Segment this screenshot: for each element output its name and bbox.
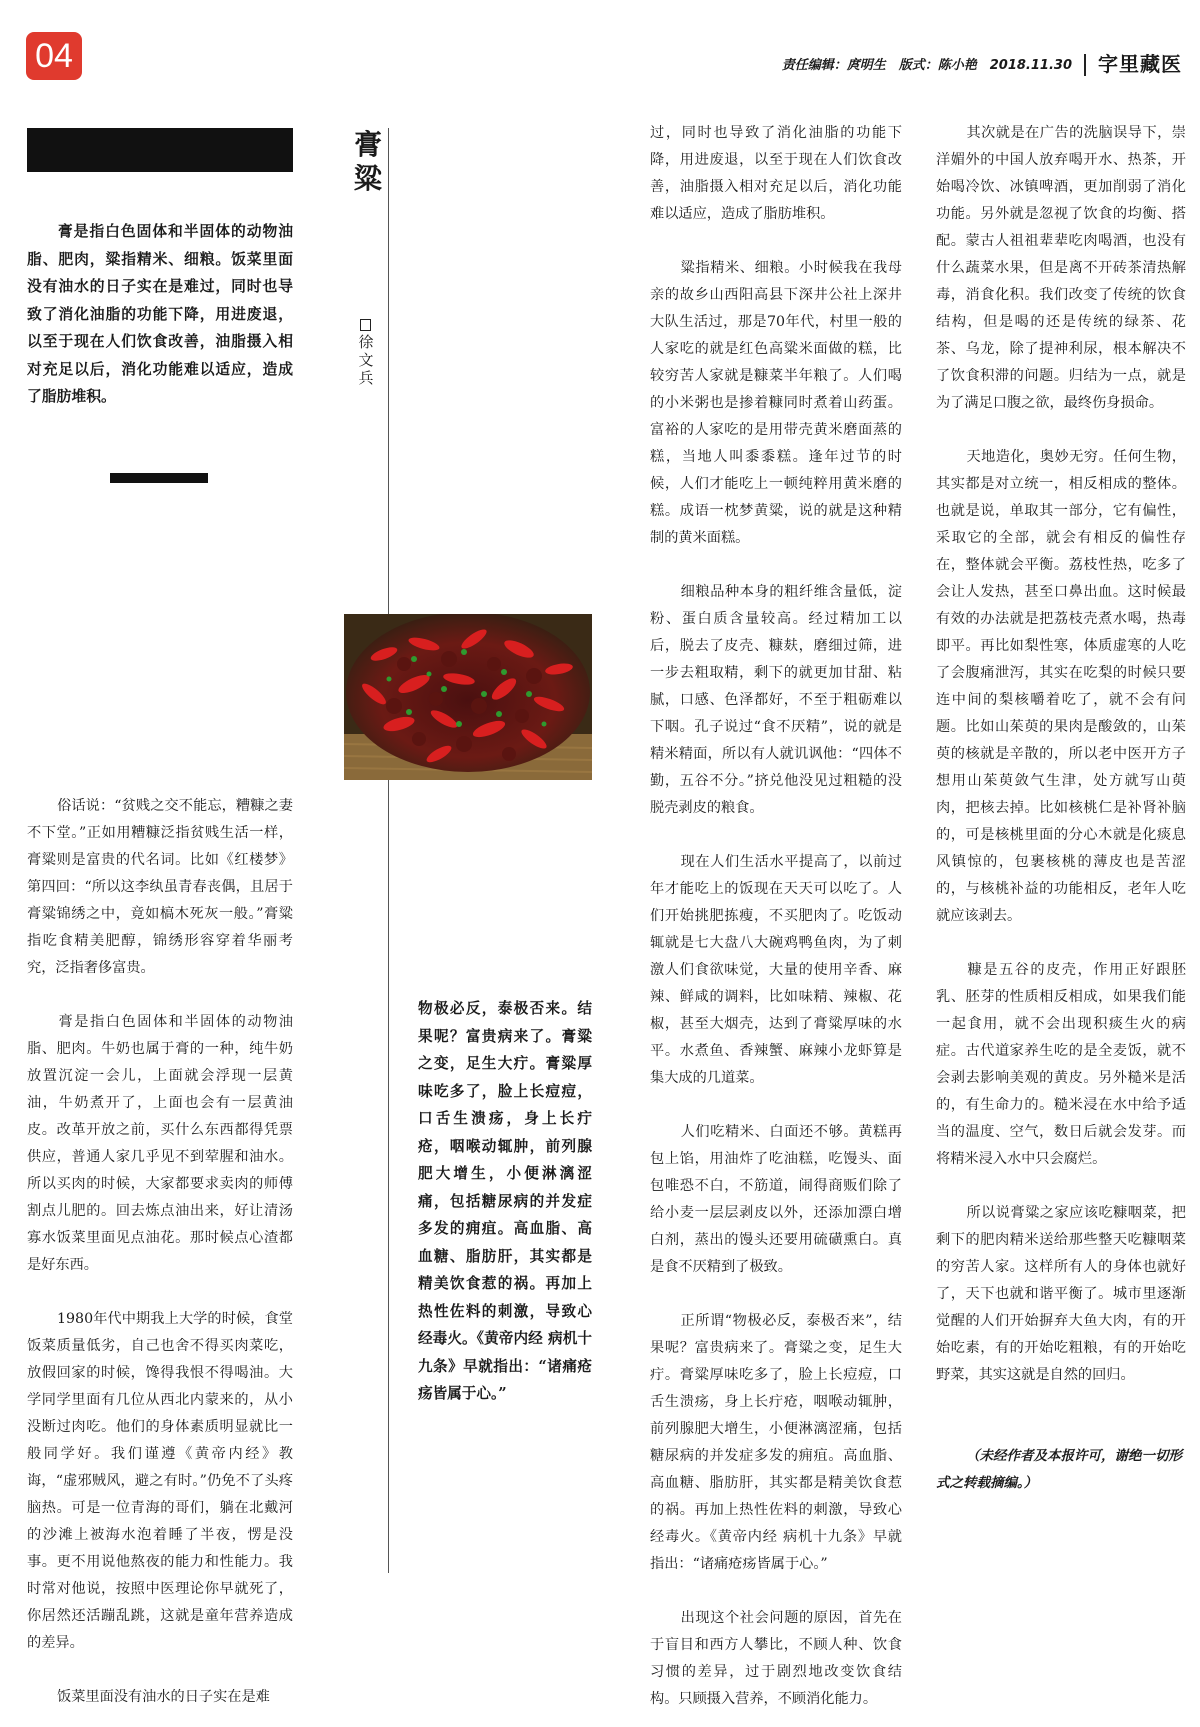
paragraph	[27, 1306, 293, 1657]
body-column-2	[650, 120, 902, 1713]
headline-bar	[27, 128, 293, 172]
masthead	[782, 46, 1182, 76]
paragraph	[27, 793, 293, 982]
pull-quote: 物极必反，泰极否来。结果呢？富贵病来了。膏粱之变，足生大疔。膏粱厚味吃多了，脸上长痘痘，口舌生溃疡，身上长疔疮，咽喉动辄肿，前列腺肥大增生，小便淋漓涩痛，包括糖尿病的并发症多发的痈疽。高血脂、高血糖、脂肪肝，其实都是精美饮食惹的祸。再加上热性佐料的刺激，导致心经毒火。《黄帝内经 病机十九条》早就指出：“诸痛疮疡皆属于心。”	[418, 1000, 592, 1402]
editor-credits: 责任编辑：庹明生 版式：陈小艳 2018.11.30	[781, 58, 1072, 73]
paragraph-text: 出现这个社会问题的原因，首先在于盲目和西方人攀比，不顾人种、饮食习惯的差异，过于剧烈地改变饮食结构。只顾摄入营养，不顾消化能力。	[650, 1610, 902, 1707]
article-title: 膏粱	[353, 128, 382, 195]
paragraph-text: 1980年代中期我上大学的时候，食堂饭菜质量低劣，自己也舍不得买肉菜吃，放假回家的时候，馋得我恨不得喝油。大学同学里面有几位从西北内蒙来的，从小没断过肉吃。他们的身体素质明显就比一般同学好。我们谨遵《黄帝内经》教诲，“虚邪贼风，避之有时。”仍免不了头疼脑热。可是一位青海的哥们，躺在北戴河的沙滩上被海水泡着睡了半夜，愣是没事。更不用说他熬夜的能力和性能力。我时常对他说，按照中医理论你早就死了，你居然还活蹦乱跳，这就是童年营养造成的差异。	[27, 1311, 293, 1651]
paragraph	[650, 1605, 902, 1713]
note-text: （未经作者及本报许可，谢绝一切形式之转载摘编。）	[936, 1448, 1182, 1491]
paragraph-text: 人们吃精米、白面还不够。黄糕再包上馅，用油炸了吃油糕，吃馒头、面包唯恐不白，不筋道，闹得商贩们除了给小麦一层层剥皮以外，还添加漂白增白剂，蒸出的馒头还要用硫磺熏白。真是食不厌精到了极致。	[650, 1124, 902, 1275]
article-author: 徐文兵	[358, 333, 374, 387]
paragraph-text: 其次就是在广告的洗脑误导下，崇洋媚外的中国人放弃喝开水、热茶，开始喝冷饮、冰镇啤酒，更加削弱了消化功能。另外就是忽视了饮食的均衡、搭配。蒙古人祖祖辈辈吃肉喝酒，也没有什么蔬菜水果，但是离不开砖茶清热解毒，消食化积。我们改变了传统的饮食结构，但是喝的还是传统的绿茶、花茶、乌龙，除了提神利尿，根本解决不了饮食积滞的问题。归结为一点，就是为了满足口腹之欲，最终伤身损命。	[936, 125, 1186, 411]
intro-text: 膏是指白色固体和半固体的动物油脂、肥肉，粱指精米、细粮。饭菜里面没有油水的日子实在是难过，同时也导致了消化油脂的功能下降，用进废退，以至于现在人们饮食改善，油脂摄入相对充足以后，消化功能难以适应，造成了脂肪堆积。	[27, 223, 293, 405]
paragraph-text: 现在人们生活水平提高了，以前过年才能吃上的饭现在天天可以吃了。人们开始挑肥拣瘦，不买肥肉了。吃饭动辄就是七大盘八大碗鸡鸭鱼肉，为了刺激人们食欲味觉，大量的使用辛香、麻辣、鲜咸的调料，比如味精、辣椒、花椒，甚至大烟壳，达到了膏粱厚味的水平。水煮鱼、香辣蟹、麻辣小龙虾算是集大成的几道菜。	[650, 854, 902, 1086]
paragraph-text: 正所谓“物极必反，泰极否来”，结果呢？富贵病来了。膏粱之变，足生大疔。膏粱厚味吃多了，脸上长痘痘，口舌生溃疡，身上长疔疮，咽喉动辄肿，前列腺肥大增生，小便淋漓涩痛，包括糖尿病的并发症多发的痈疽。高血脂、高血糖、脂肪肝，其实都是精美饮食惹的祸。再加上热性佐料的刺激，导致心经毒火。《黄帝内经 病机十九条》早就指出：“诸痛疮疡皆属于心。”	[650, 1313, 902, 1572]
paragraph	[650, 255, 902, 552]
paragraph	[650, 849, 902, 1092]
paragraph	[650, 120, 902, 228]
column-name: 字里藏医	[1098, 52, 1182, 76]
paragraph	[936, 1200, 1186, 1389]
paragraph-text: 所以说膏粱之家应该吃糠咽菜，把剩下的肥肉精米送给那些整天吃糠咽菜的穷苦人家。这样所有人的身体也就好了，天下也就和谐平衡了。城市里逐渐觉醒的人们开始摒弃大鱼大肉，有的开始吃素，有的开始吃粗粮，有的开始吃野菜，其实这就是自然的回归。	[936, 1205, 1186, 1383]
paragraph-text: 天地造化，奥妙无穷。任何生物，其实都是对立统一，相反相成的整体。也就是说，单取其一部分，它有偏性，采取它的全部，就会有相反的偏性存在，整体就会平衡。荔枝性热，吃多了会让人发热，甚至口鼻出血。这时候最有效的办法就是把荔枝壳煮水喝，热毒即平。再比如梨性寒，体质虚寒的人吃了会腹痛泄泻，其实在吃梨的时候只要连中间的梨核嚼着吃了，就不会有问题。比如山茱萸的果肉是酸敛的，山茱萸的核就是辛散的，所以老中医开方子想用山茱萸敛气生津，处方就写山萸肉，把核去掉。比如核桃仁是补肾补脑的，可是核桃里面的分心木就是化痰息风镇惊的，包裹核桃的薄皮也是苦涩的，与核桃补益的功能相反，老年人吃就应该剥去。	[936, 449, 1186, 924]
body-column-1	[27, 793, 293, 1711]
paragraph-text: 细粮品种本身的粗纤维含量低，淀粉、蛋白质含量较高。经过精加工以后，脱去了皮壳、糠麸，磨细过筛，进一步去粗取精，剩下的就更加甘甜、粘腻，口感、色泽都好，不至于粗砺难以下咽。孔子说过“食不厌精”，说的就是精米精面，所以有人就讥讽他：“四体不勤，五谷不分。”挤兑他没见过粗糙的没脱壳剥皮的粮食。	[650, 584, 902, 816]
paragraph-text: 糠是五谷的皮壳，作用正好跟胚乳、胚芽的性质相反相成，如果我们能一起食用，就不会出现积痰生火的病症。古代道家养生吃的是全麦饭，就不会剥去影响美观的黄皮。另外糙米是活的，有生命力的。糙米浸在水中给予适当的温度、空气，数日后就会发芽。而将精米浸入水中只会腐烂。	[936, 962, 1186, 1167]
article-intro	[27, 218, 293, 411]
paragraph-text: 俗话说：“贫贱之交不能忘，糟糠之妻不下堂。”正如用糟糠泛指贫贱生活一样，膏粱则是富贵的代名词。比如《红楼梦》第四回：“所以这李纨虽青春丧偶，且居于膏粱锦绣之中，竟如槁木死灰一般。”膏粱指吃食精美肥醇，锦绣形容穿着华丽考究，泛指奢侈富贵。	[27, 798, 293, 976]
page-number: 04	[26, 32, 82, 80]
paragraph	[650, 1308, 902, 1578]
masthead-divider	[1084, 54, 1086, 76]
author-box-icon	[360, 319, 371, 331]
body-column-3	[936, 120, 1186, 1497]
food-photo	[344, 614, 592, 780]
copyright-note	[936, 1443, 1186, 1497]
paragraph	[27, 1684, 293, 1711]
paragraph	[936, 120, 1186, 417]
paragraph	[936, 957, 1186, 1173]
paragraph-text: 过，同时也导致了消化油脂的功能下降，用进废退，以至于现在人们饮食改善，油脂摄入相对充足以后，消化功能难以适应，造成了脂肪堆积。	[650, 125, 902, 222]
paragraph-text: 饭菜里面没有油水的日子实在是难	[57, 1689, 270, 1705]
paragraph	[650, 1119, 902, 1281]
paragraph	[936, 444, 1186, 930]
paragraph-text: 膏是指白色固体和半固体的动物油脂、肥肉。牛奶也属于膏的一种，纯牛奶放置沉淀一会儿，上面就会浮现一层黄油，牛奶煮开了，上面也会有一层黄油皮。改革开放之前，买什么东西都得凭票供应，普通人家几乎见不到荤腥和油水。所以买肉的时候，大家都要求卖肉的师傅割点儿肥的。回去炼点油出来，好让清汤寡水饭菜里面见点油花。那时候点心渣都是好东西。	[27, 1014, 293, 1273]
divider-bar	[110, 473, 208, 483]
paragraph-text: 粱指精米、细粮。小时候我在我母亲的故乡山西阳高县下深井公社上深井大队生活过，那是70年代，村里一般的人家吃的就是红色高粱米面做的糕，比较穷苦人家就是糠菜半年粮了。人们喝的小米粥也是掺着糠同时煮着山药蛋。富裕的人家吃的是用带壳黄米磨面蒸的糕，当地人叫黍黍糕。逢年过节的时候，人们才能吃上一顿纯粹用黄米磨的糕。成语一枕梦黄粱，说的就是这种精制的黄米面糕。	[650, 260, 902, 546]
column-rule	[388, 128, 389, 1573]
paragraph	[27, 1009, 293, 1279]
paragraph	[650, 579, 902, 822]
